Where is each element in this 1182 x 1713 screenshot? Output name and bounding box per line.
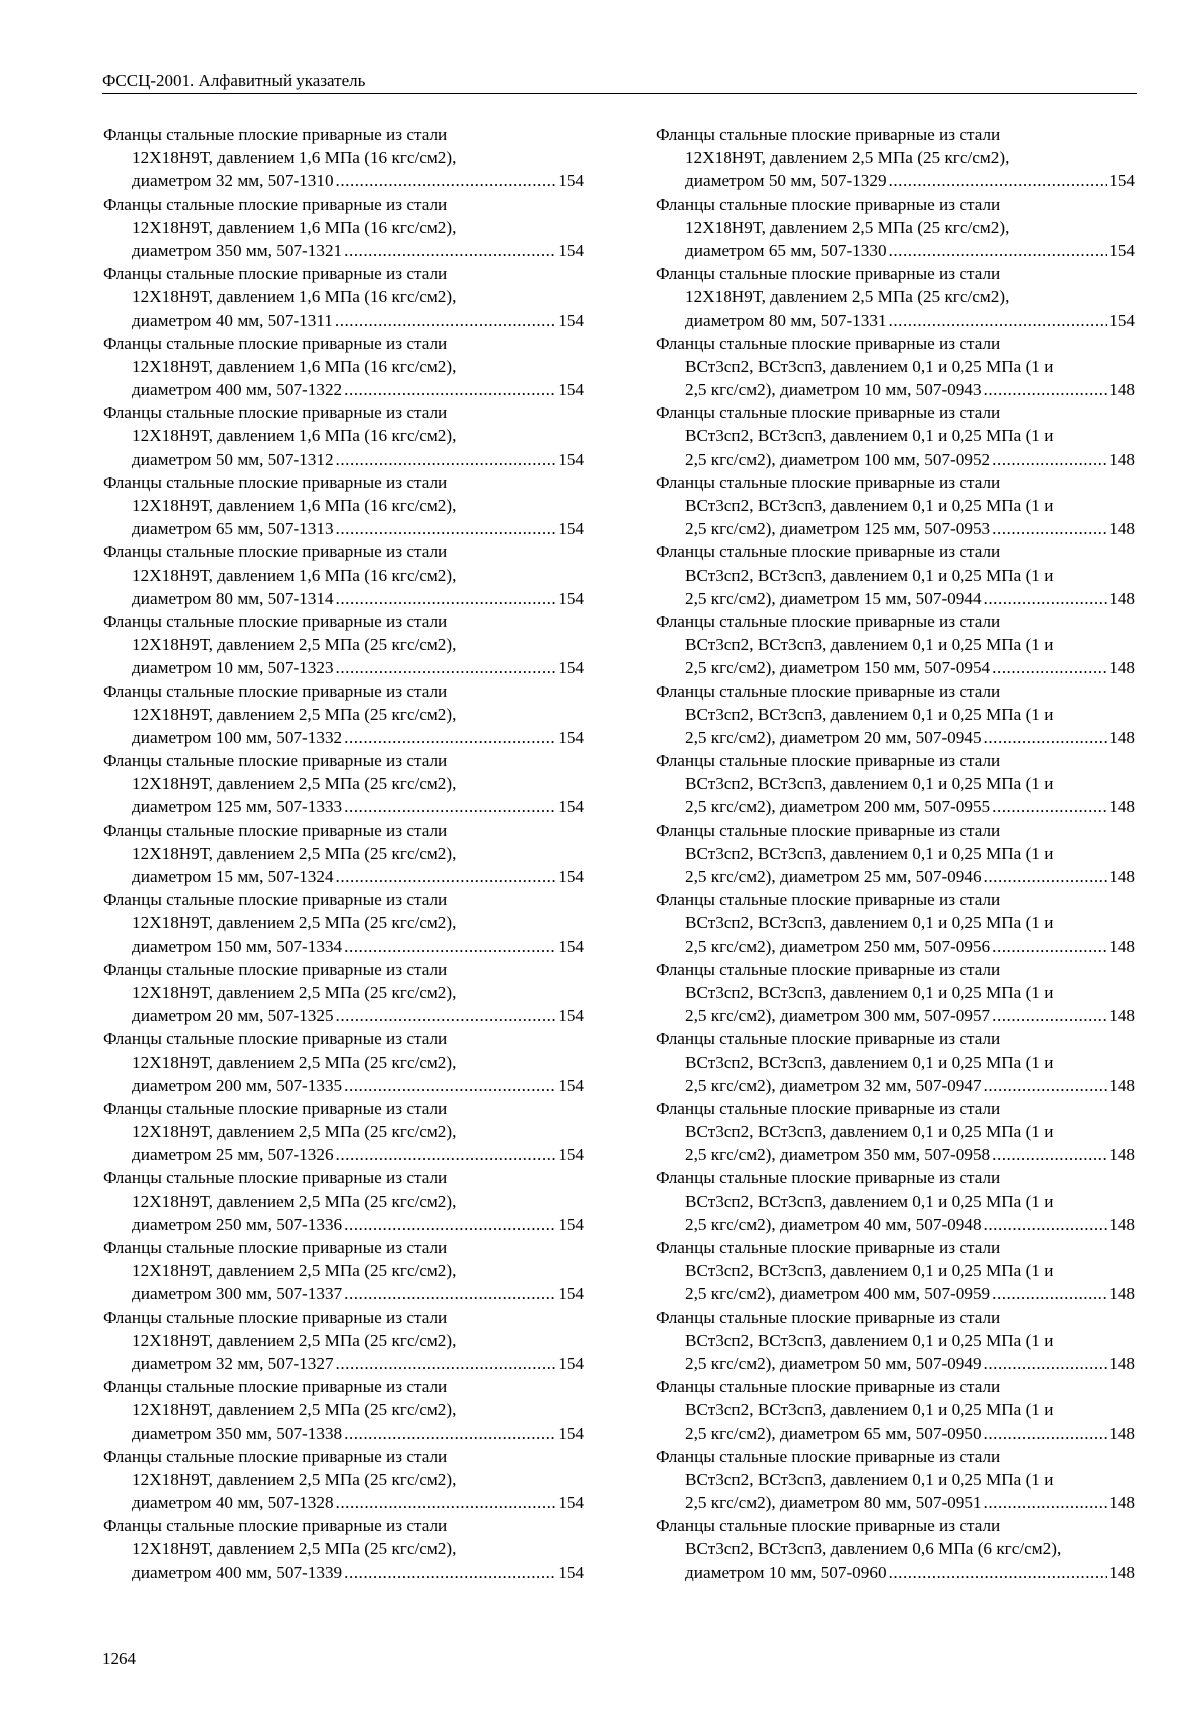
entry-detail-line <box>103 1282 584 1305</box>
entry-spec: 12Х18Н9Т, давлением 2,5 МПа (25 кгс/см2), <box>132 704 457 724</box>
entry-spec: ВСт3сп2, ВСт3сп3, давлением 0,1 и 0,25 МПа (1 и <box>685 704 1054 724</box>
entry-title: Фланцы стальные плоские приварные из стали <box>103 194 448 214</box>
dot-leader <box>336 1352 557 1375</box>
entry-title: Фланцы стальные плоские приварные из стали <box>656 1516 1001 1536</box>
entry-page-ref: 148 <box>1109 1075 1135 1095</box>
entry-detail-line <box>656 1422 1135 1445</box>
entry-title: Фланцы стальные плоские приварные из стали <box>103 264 448 284</box>
entry-title: Фланцы стальные плоские приварные из стали <box>656 1446 1001 1466</box>
entry-page-ref: 154 <box>558 1075 584 1095</box>
entry-title: Фланцы стальные плоские приварные из стали <box>103 820 448 840</box>
entry-detail-line <box>656 309 1135 332</box>
entry-spec: ВСт3сп2, ВСт3сп3, давлением 0,1 и 0,25 МПа (1 и <box>685 1469 1054 1489</box>
dot-leader <box>984 726 1108 749</box>
entry-page-ref: 154 <box>1109 310 1135 330</box>
entry-detail: диаметром 25 мм, 507-1326 <box>132 1145 334 1165</box>
index-column-left <box>103 123 584 1584</box>
index-entry <box>103 1445 584 1515</box>
dot-leader <box>889 239 1108 262</box>
entry-spec: 12Х18Н9Т, давлением 1,6 МПа (16 кгс/см2), <box>132 148 457 168</box>
index-entry <box>656 888 1135 958</box>
entry-spec: 12Х18Н9Т, давлением 2,5 МПа (25 кгс/см2), <box>132 1122 457 1142</box>
entry-detail: диаметром 10 мм, 507-0960 <box>685 1562 887 1582</box>
entry-detail: диаметром 150 мм, 507-1334 <box>132 936 343 956</box>
entry-title: Фланцы стальные плоские приварные из стали <box>656 611 1001 631</box>
entry-detail-line <box>103 169 584 192</box>
entry-title: Фланцы стальные плоские приварные из стали <box>103 681 448 701</box>
entry-detail: 2,5 кгс/см2), диаметром 300 мм, 507-0957 <box>685 1006 991 1026</box>
entry-detail: 2,5 кгс/см2), диаметром 250 мм, 507-0956 <box>685 936 991 956</box>
entry-detail: 2,5 кгс/см2), диаметром 80 мм, 507-0951 <box>685 1493 982 1513</box>
entry-detail: 2,5 кгс/см2), диаметром 200 мм, 507-0955 <box>685 797 991 817</box>
entry-spec: ВСт3сп2, ВСт3сп3, давлением 0,6 МПа (6 кгс/см2), <box>685 1539 1062 1559</box>
entry-page-ref: 148 <box>1109 727 1135 747</box>
entry-detail-line <box>103 935 584 958</box>
dot-leader <box>992 1282 1107 1305</box>
running-header: ФССЦ-2001. Алфавитный указатель <box>102 70 1137 94</box>
entry-page-ref: 148 <box>1109 449 1135 469</box>
entry-detail: 2,5 кгс/см2), диаметром 20 мм, 507-0945 <box>685 727 982 747</box>
entry-page-ref: 154 <box>558 519 584 539</box>
entry-title: Фланцы стальные плоские приварные из стали <box>656 751 1001 771</box>
index-entry <box>103 1236 584 1306</box>
entry-page-ref: 148 <box>1109 797 1135 817</box>
entry-page-ref: 154 <box>558 1493 584 1513</box>
entry-detail-line <box>103 1004 584 1027</box>
entry-title: Фланцы стальные плоские приварные из стали <box>656 890 1001 910</box>
index-entry <box>656 610 1135 680</box>
entry-spec: ВСт3сп2, ВСт3сп3, давлением 0,1 и 0,25 МПа (1 и <box>685 1191 1054 1211</box>
entry-detail: 2,5 кгс/см2), диаметром 65 мм, 507-0950 <box>685 1423 982 1443</box>
entry-spec: 12Х18Н9Т, давлением 2,5 МПа (25 кгс/см2), <box>132 913 457 933</box>
dot-leader <box>992 448 1107 471</box>
entry-spec: 12Х18Н9Т, давлением 1,6 МПа (16 кгс/см2), <box>132 426 457 446</box>
entry-title: Фланцы стальные плоские приварные из стали <box>656 1029 1001 1049</box>
entry-title: Фланцы стальные плоские приварные из стали <box>103 890 448 910</box>
entry-detail-line <box>103 1074 584 1097</box>
index-entry <box>103 1306 584 1376</box>
entry-detail-line <box>103 309 584 332</box>
index-entry <box>656 1375 1135 1445</box>
index-entry <box>103 1375 584 1445</box>
entry-spec: 12Х18Н9Т, давлением 2,5 МПа (25 кгс/см2), <box>132 1400 457 1420</box>
entry-page-ref: 148 <box>1109 658 1135 678</box>
entry-detail-line <box>656 1491 1135 1514</box>
dot-leader <box>889 169 1108 192</box>
dot-leader <box>992 935 1107 958</box>
entry-page-ref: 148 <box>1109 1493 1135 1513</box>
entry-detail-line <box>656 656 1135 679</box>
entry-spec: 12Х18Н9Т, давлением 1,6 МПа (16 кгс/см2), <box>132 287 457 307</box>
index-entry <box>103 1027 584 1097</box>
entry-spec: ВСт3сп2, ВСт3сп3, давлением 0,1 и 0,25 МПа (1 и <box>685 1052 1054 1072</box>
index-entry <box>103 958 584 1028</box>
entry-title: Фланцы стальные плоские приварные из стали <box>103 959 448 979</box>
dot-leader <box>992 1143 1107 1166</box>
entry-detail-line <box>656 795 1135 818</box>
entry-spec: 12Х18Н9Т, давлением 1,6 МПа (16 кгс/см2), <box>132 217 457 237</box>
index-entry <box>103 888 584 958</box>
entry-page-ref: 154 <box>558 797 584 817</box>
entry-page-ref: 154 <box>558 1284 584 1304</box>
entry-detail-line <box>103 1491 584 1514</box>
index-entry <box>656 749 1135 819</box>
dot-leader <box>336 1004 557 1027</box>
entry-title: Фланцы стальные плоские приварные из стали <box>103 751 448 771</box>
index-entry <box>656 193 1135 263</box>
dot-leader <box>984 378 1108 401</box>
entry-detail: диаметром 40 мм, 507-1328 <box>132 1493 334 1513</box>
entry-detail: 2,5 кгс/см2), диаметром 50 мм, 507-0949 <box>685 1353 982 1373</box>
entry-detail-line <box>103 1213 584 1236</box>
entry-spec: 12Х18Н9Т, давлением 2,5 МПа (25 кгс/см2), <box>132 843 457 863</box>
entry-page-ref: 154 <box>558 240 584 260</box>
dot-leader <box>344 1213 556 1236</box>
entry-detail: диаметром 15 мм, 507-1324 <box>132 867 334 886</box>
entry-detail-line <box>656 1213 1135 1236</box>
dot-leader <box>992 795 1107 818</box>
entry-detail-line <box>656 1561 1135 1584</box>
entry-spec: 12Х18Н9Т, давлением 2,5 МПа (25 кгс/см2), <box>132 635 457 655</box>
dot-leader <box>344 726 556 749</box>
dot-leader <box>336 169 557 192</box>
entry-detail: диаметром 50 мм, 507-1312 <box>132 449 334 469</box>
entry-spec: 12Х18Н9Т, давлением 2,5 МПа (25 кгс/см2), <box>685 287 1010 307</box>
entry-page-ref: 154 <box>1109 240 1135 260</box>
index-entry <box>103 262 584 332</box>
entry-spec: 12Х18Н9Т, давлением 1,6 МПа (16 кгс/см2), <box>132 356 457 376</box>
entry-detail: диаметром 80 мм, 507-1331 <box>685 310 887 330</box>
entry-detail: диаметром 65 мм, 507-1330 <box>685 240 887 260</box>
entry-spec: 12Х18Н9Т, давлением 2,5 МПа (25 кгс/см2), <box>132 1261 457 1281</box>
entry-detail: диаметром 300 мм, 507-1337 <box>132 1284 343 1304</box>
entry-detail: 2,5 кгс/см2), диаметром 350 мм, 507-0958 <box>685 1145 991 1165</box>
entry-title: Фланцы стальные плоские приварные из стали <box>656 403 1001 423</box>
entry-detail: диаметром 400 мм, 507-1322 <box>132 380 343 400</box>
entry-detail: 2,5 кгс/см2), диаметром 40 мм, 507-0948 <box>685 1214 982 1234</box>
entry-detail-line <box>103 865 584 888</box>
entry-detail-line <box>656 1352 1135 1375</box>
entry-detail-line <box>103 1143 584 1166</box>
entry-page-ref: 154 <box>558 1423 584 1443</box>
index-entry <box>103 332 584 402</box>
dot-leader <box>336 1491 557 1514</box>
entry-page-ref: 154 <box>558 1214 584 1234</box>
entry-detail-line <box>656 1004 1135 1027</box>
entry-spec: ВСт3сп2, ВСт3сп3, давлением 0,1 и 0,25 МПа (1 и <box>685 496 1054 515</box>
entry-title: Фланцы стальные плоские приварные из стали <box>103 1377 448 1397</box>
dot-leader <box>336 1143 557 1166</box>
dot-leader <box>889 1561 1108 1584</box>
dot-leader <box>344 1422 556 1445</box>
entry-detail: 2,5 кгс/см2), диаметром 25 мм, 507-0946 <box>685 867 982 886</box>
entry-page-ref: 148 <box>1109 936 1135 956</box>
entry-detail: 2,5 кгс/см2), диаметром 15 мм, 507-0944 <box>685 588 982 608</box>
index-entry <box>656 1514 1135 1584</box>
entry-detail-line <box>656 865 1135 888</box>
entry-title: Фланцы стальные плоские приварные из стали <box>656 1238 1001 1257</box>
entry-detail: диаметром 100 мм, 507-1332 <box>132 727 343 747</box>
entry-spec: 12Х18Н9Т, давлением 2,5 МПа (25 кгс/см2), <box>685 217 1010 237</box>
entry-page-ref: 148 <box>1109 1214 1135 1234</box>
entry-detail-line <box>103 378 584 401</box>
dot-leader <box>984 1074 1108 1097</box>
entry-title: Фланцы стальные плоские приварные из стали <box>656 1307 1001 1327</box>
entry-title: Фланцы стальные плоские приварные из стали <box>656 1377 1001 1397</box>
entry-spec: 12Х18Н9Т, давлением 1,6 МПа (16 кгс/см2), <box>132 496 457 515</box>
entry-spec: 12Х18Н9Т, давлением 2,5 МПа (25 кгс/см2), <box>132 982 457 1002</box>
index-entry <box>103 680 584 750</box>
entry-detail-line <box>103 448 584 471</box>
entry-title: Фланцы стальные плоские приварные из стали <box>103 611 448 631</box>
index-entry <box>103 471 584 541</box>
dot-leader <box>336 517 557 540</box>
entry-spec: 12Х18Н9Т, давлением 2,5 МПа (25 кгс/см2), <box>132 774 457 794</box>
entry-page-ref: 154 <box>558 310 584 330</box>
index-entry <box>103 610 584 680</box>
index-entry <box>656 1445 1135 1515</box>
dot-leader <box>984 1352 1108 1375</box>
entry-page-ref: 148 <box>1109 588 1135 608</box>
entry-detail-line <box>656 935 1135 958</box>
entry-spec: 12Х18Н9Т, давлением 2,5 МПа (25 кгс/см2), <box>685 148 1010 168</box>
dot-leader <box>992 517 1107 540</box>
entry-detail: 2,5 кгс/см2), диаметром 150 мм, 507-0954 <box>685 658 991 678</box>
entry-title: Фланцы стальные плоские приварные из стали <box>656 264 1001 284</box>
dot-leader <box>344 378 556 401</box>
entry-page-ref: 148 <box>1109 1353 1135 1373</box>
index-entry <box>656 1236 1135 1306</box>
entry-spec: ВСт3сп2, ВСт3сп3, давлением 0,1 и 0,25 МПа (1 и <box>685 843 1054 863</box>
entry-title: Фланцы стальные плоские приварные из стали <box>656 681 1001 701</box>
entry-spec: ВСт3сп2, ВСт3сп3, давлением 0,1 и 0,25 МПа (1 и <box>685 565 1054 585</box>
entry-detail-line <box>656 1074 1135 1097</box>
entry-detail-line <box>656 1143 1135 1166</box>
entry-title: Фланцы стальные плоские приварные из стали <box>103 1168 448 1188</box>
entry-detail-line <box>103 1422 584 1445</box>
entry-page-ref: 148 <box>1109 1423 1135 1443</box>
index-entry <box>103 749 584 819</box>
dot-leader <box>984 587 1108 610</box>
entry-title: Фланцы стальные плоские приварные из стали <box>103 1516 448 1536</box>
entry-page-ref: 154 <box>558 1562 584 1582</box>
index-entry <box>656 262 1135 332</box>
entry-page-ref: 154 <box>558 658 584 678</box>
index-entry <box>656 471 1135 541</box>
entry-spec: 12Х18Н9Т, давлением 1,6 МПа (16 кгс/см2), <box>132 565 457 585</box>
entry-page-ref: 154 <box>558 588 584 608</box>
dot-leader <box>336 587 557 610</box>
entry-detail-line <box>103 1561 584 1584</box>
entry-page-ref: 154 <box>1109 171 1135 191</box>
entry-detail: диаметром 125 мм, 507-1333 <box>132 797 343 817</box>
entry-detail: диаметром 350 мм, 507-1338 <box>132 1423 343 1443</box>
entry-page-ref: 148 <box>1109 1284 1135 1304</box>
entry-page-ref: 148 <box>1109 1006 1135 1026</box>
entry-title: Фланцы стальные плоские приварные из стали <box>656 1098 1001 1118</box>
index-entry <box>656 401 1135 471</box>
entry-page-ref: 148 <box>1109 867 1135 886</box>
entry-title: Фланцы стальные плоские приварные из стали <box>656 125 1001 144</box>
index-entry <box>103 401 584 471</box>
entry-detail: 2,5 кгс/см2), диаметром 400 мм, 507-0959 <box>685 1284 991 1304</box>
index-column-right <box>656 123 1135 1584</box>
entry-detail: 2,5 кгс/см2), диаметром 100 мм, 507-0952 <box>685 449 991 469</box>
entry-detail: диаметром 65 мм, 507-1313 <box>132 519 334 539</box>
entry-page-ref: 154 <box>558 936 584 956</box>
dot-leader <box>984 1213 1108 1236</box>
entry-title: Фланцы стальные плоские приварные из стали <box>103 542 448 562</box>
entry-detail: диаметром 200 мм, 507-1335 <box>132 1075 343 1095</box>
entry-title: Фланцы стальные плоские приварные из стали <box>656 333 1001 353</box>
dot-leader <box>336 865 557 888</box>
index-entry <box>656 958 1135 1028</box>
entry-spec: ВСт3сп2, ВСт3сп3, давлением 0,1 и 0,25 МПа (1 и <box>685 635 1054 655</box>
entry-detail-line <box>656 448 1135 471</box>
entry-spec: ВСт3сп2, ВСт3сп3, давлением 0,1 и 0,25 МПа (1 и <box>685 1400 1054 1420</box>
entry-detail-line <box>656 169 1135 192</box>
entry-detail-line <box>656 587 1135 610</box>
entry-page-ref: 154 <box>558 1145 584 1165</box>
entry-title: Фланцы стальные плоские приварные из стали <box>103 1238 448 1257</box>
dot-leader <box>344 795 556 818</box>
index-entry <box>656 819 1135 889</box>
entry-detail: диаметром 350 мм, 507-1321 <box>132 240 343 260</box>
index-entry <box>103 193 584 263</box>
entry-spec: ВСт3сп2, ВСт3сп3, давлением 0,1 и 0,25 МПа (1 и <box>685 1122 1054 1142</box>
entry-title: Фланцы стальные плоские приварные из стали <box>656 542 1001 562</box>
index-entry <box>656 1306 1135 1376</box>
dot-leader <box>992 656 1107 679</box>
entry-detail-line <box>656 378 1135 401</box>
entry-detail-line <box>103 239 584 262</box>
entry-detail: диаметром 32 мм, 507-1327 <box>132 1353 334 1373</box>
entry-page-ref: 154 <box>558 449 584 469</box>
entry-title: Фланцы стальные плоские приварные из стали <box>103 1029 448 1049</box>
entry-title: Фланцы стальные плоские приварные из стали <box>103 333 448 353</box>
entry-title: Фланцы стальные плоские приварные из стали <box>656 194 1001 214</box>
entry-detail-line <box>656 239 1135 262</box>
entry-detail: 2,5 кгс/см2), диаметром 125 мм, 507-0953 <box>685 519 991 539</box>
index-entry <box>656 1097 1135 1167</box>
dot-leader <box>344 935 556 958</box>
entry-title: Фланцы стальные плоские приварные из стали <box>103 403 448 423</box>
entry-spec: 12Х18Н9Т, давлением 2,5 МПа (25 кгс/см2), <box>132 1052 457 1072</box>
entry-detail: 2,5 кгс/см2), диаметром 32 мм, 507-0947 <box>685 1075 982 1095</box>
entry-detail-line <box>103 726 584 749</box>
entry-page-ref: 148 <box>1109 519 1135 539</box>
index-entry <box>103 1166 584 1236</box>
index-entry <box>656 332 1135 402</box>
dot-leader <box>984 1491 1108 1514</box>
entry-spec: 12Х18Н9Т, давлением 2,5 МПа (25 кгс/см2), <box>132 1330 457 1350</box>
entry-page-ref: 148 <box>1109 1562 1135 1582</box>
entry-spec: ВСт3сп2, ВСт3сп3, давлением 0,1 и 0,25 МПа (1 и <box>685 426 1054 446</box>
entry-page-ref: 154 <box>558 1353 584 1373</box>
page-number: 1264 <box>102 1649 136 1668</box>
entry-detail: диаметром 50 мм, 507-1329 <box>685 171 887 191</box>
entry-spec: ВСт3сп2, ВСт3сп3, давлением 0,1 и 0,25 МПа (1 и <box>685 913 1054 933</box>
entry-title: Фланцы стальные плоские приварные из стали <box>656 1168 1001 1188</box>
entry-detail-line <box>103 795 584 818</box>
index-entry <box>103 819 584 889</box>
entry-page-ref: 148 <box>1109 380 1135 400</box>
entry-detail-line <box>103 656 584 679</box>
entry-page-ref: 148 <box>1109 1145 1135 1165</box>
entry-detail-line <box>103 517 584 540</box>
entry-title: Фланцы стальные плоские приварные из стали <box>103 1307 448 1327</box>
entry-spec: 12Х18Н9Т, давлением 2,5 МПа (25 кгс/см2), <box>132 1191 457 1211</box>
entry-title: Фланцы стальные плоские приварные из стали <box>103 1098 448 1118</box>
index-entry <box>103 540 584 610</box>
dot-leader <box>336 656 557 679</box>
entry-page-ref: 154 <box>558 380 584 400</box>
entry-spec: ВСт3сп2, ВСт3сп3, давлением 0,1 и 0,25 МПа (1 и <box>685 1330 1054 1350</box>
entry-spec: ВСт3сп2, ВСт3сп3, давлением 0,1 и 0,25 МПа (1 и <box>685 774 1054 794</box>
entry-title: Фланцы стальные плоские приварные из стали <box>656 820 1001 840</box>
entry-page-ref: 154 <box>558 867 584 886</box>
index-entry <box>103 1514 584 1584</box>
entry-detail-line <box>103 587 584 610</box>
dot-leader <box>984 1422 1108 1445</box>
index-entry <box>656 123 1135 193</box>
entry-spec: ВСт3сп2, ВСт3сп3, давлением 0,1 и 0,25 МПа (1 и <box>685 356 1054 376</box>
entry-title: Фланцы стальные плоские приварные из стали <box>103 472 448 492</box>
dot-leader <box>984 865 1108 888</box>
entry-spec: 12Х18Н9Т, давлением 2,5 МПа (25 кгс/см2), <box>132 1539 457 1559</box>
entry-detail-line <box>656 1282 1135 1305</box>
entry-detail-line <box>103 1352 584 1375</box>
dot-leader <box>344 239 556 262</box>
entry-spec: 12Х18Н9Т, давлением 2,5 МПа (25 кгс/см2), <box>132 1469 457 1489</box>
entry-title: Фланцы стальные плоские приварные из стали <box>656 472 1001 492</box>
index-entry <box>656 1027 1135 1097</box>
index-entry <box>656 1166 1135 1236</box>
entry-title: Фланцы стальные плоские приварные из стали <box>103 125 448 144</box>
entry-detail: диаметром 250 мм, 507-1336 <box>132 1214 343 1234</box>
dot-leader <box>344 1282 556 1305</box>
entry-title: Фланцы стальные плоские приварные из стали <box>103 1446 448 1466</box>
dot-leader <box>335 309 556 332</box>
entry-spec: ВСт3сп2, ВСт3сп3, давлением 0,1 и 0,25 МПа (1 и <box>685 1261 1054 1281</box>
entry-detail: диаметром 40 мм, 507-1311 <box>132 310 333 330</box>
dot-leader <box>336 448 557 471</box>
index-entry <box>103 1097 584 1167</box>
entry-page-ref: 154 <box>558 171 584 191</box>
dot-leader <box>889 309 1108 332</box>
dot-leader <box>344 1561 556 1584</box>
entry-detail: диаметром 10 мм, 507-1323 <box>132 658 334 678</box>
entry-page-ref: 154 <box>558 1006 584 1026</box>
entry-detail: диаметром 32 мм, 507-1310 <box>132 171 334 191</box>
index-entry <box>103 123 584 193</box>
dot-leader <box>344 1074 556 1097</box>
entry-spec: ВСт3сп2, ВСт3сп3, давлением 0,1 и 0,25 МПа (1 и <box>685 982 1054 1002</box>
entry-detail: диаметром 20 мм, 507-1325 <box>132 1006 334 1026</box>
entry-title: Фланцы стальные плоские приварные из стали <box>656 959 1001 979</box>
index-entry <box>656 680 1135 750</box>
index-entry <box>656 540 1135 610</box>
entry-detail: 2,5 кгс/см2), диаметром 10 мм, 507-0943 <box>685 380 982 400</box>
entry-detail-line <box>656 517 1135 540</box>
entry-detail-line <box>656 726 1135 749</box>
entry-detail: диаметром 400 мм, 507-1339 <box>132 1562 343 1582</box>
entry-page-ref: 154 <box>558 727 584 747</box>
dot-leader <box>992 1004 1107 1027</box>
entry-detail: диаметром 80 мм, 507-1314 <box>132 588 334 608</box>
